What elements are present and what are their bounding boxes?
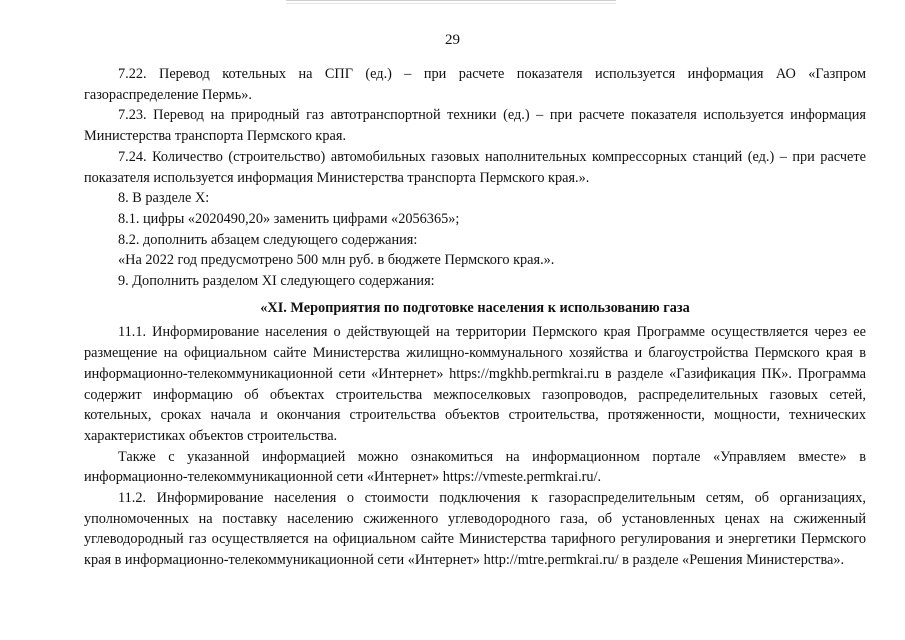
paragraph-also: Также с указанной информацией можно ознакомиться на информационном портале «Управляем вместе» в информационно-телекоммуникационной сети «Интернет» https://vmeste.permkrai.ru/.: [84, 448, 866, 486]
paragraph-quote-2022: «На 2022 год предусмотрено 500 млн руб. в бюджете Пермского края.».: [118, 252, 555, 269]
paragraph-7-24: 7.24. Количество (строительство) автомобильных газовых наполнительных компрессорных станций (ед.) – при расчете показателя используется информация Министерства транспорта Пермского края.».: [84, 148, 866, 186]
document-body: [84, 64, 866, 571]
paragraph-7-22: 7.22. Перевод котельных на СПГ (ед.) – при расчете показателя используется информация АО «Газпром газораспределение Пермь».: [84, 66, 866, 103]
paragraph-7-23: 7.23. Перевод на природный газ автотранспортной техники (ед.) – при расчете показателя используется информация Министерства транспорта Пермского края.: [84, 107, 866, 145]
paragraph-8-1: 8.1. цифры «2020490,20» заменить цифрами «2056365»;: [118, 210, 460, 227]
paragraph-8: 8. В разделе X:: [118, 190, 210, 207]
header-rule: [286, 0, 616, 4]
section-heading: «XI. Мероприятия по подготовке населения к использованию газа: [260, 299, 690, 316]
page-number: 29: [445, 32, 460, 48]
paragraph-9: 9. Дополнить разделом XI следующего содержания:: [118, 273, 435, 290]
paragraph-11-2: 11.2. Информирование населения о стоимости подключения к газораспределительным сетям, об организациях, уполномоченных на поставку населению сжиженного углеводородного газа, об установленных ценах на сжиженный углеводородный газ осуществляется на официальном сайте Министерства тарифного регулирования и энергетики Пермского края в информационно-телекоммуникационной сети «Интернет» http://mtre.permkrai.ru/ в разделе «Решения Министерства».: [84, 490, 866, 569]
paragraph-11-1: 11.1. Информирование населения о действующей на территории Пермского края Программе осуществляется через ее размещение на официальном сайте Министерства жилищно-коммунального хозяйства и благоустройства Пермского края в информационно-телекоммуникационной сети «Интернет» https://mgkhb.permkrai.ru в разделе «Газификация ПК». Программа содержит информацию об объектах строительства межпоселковых газопроводов, распределительных газовых сетей, котельных, сроках начала и окончания строительства объектов строительства, протяженности, мощности, технических характеристиках объектов строительства.: [84, 324, 866, 444]
paragraph-8-2: 8.2. дополнить абзацем следующего содержания:: [118, 231, 418, 248]
